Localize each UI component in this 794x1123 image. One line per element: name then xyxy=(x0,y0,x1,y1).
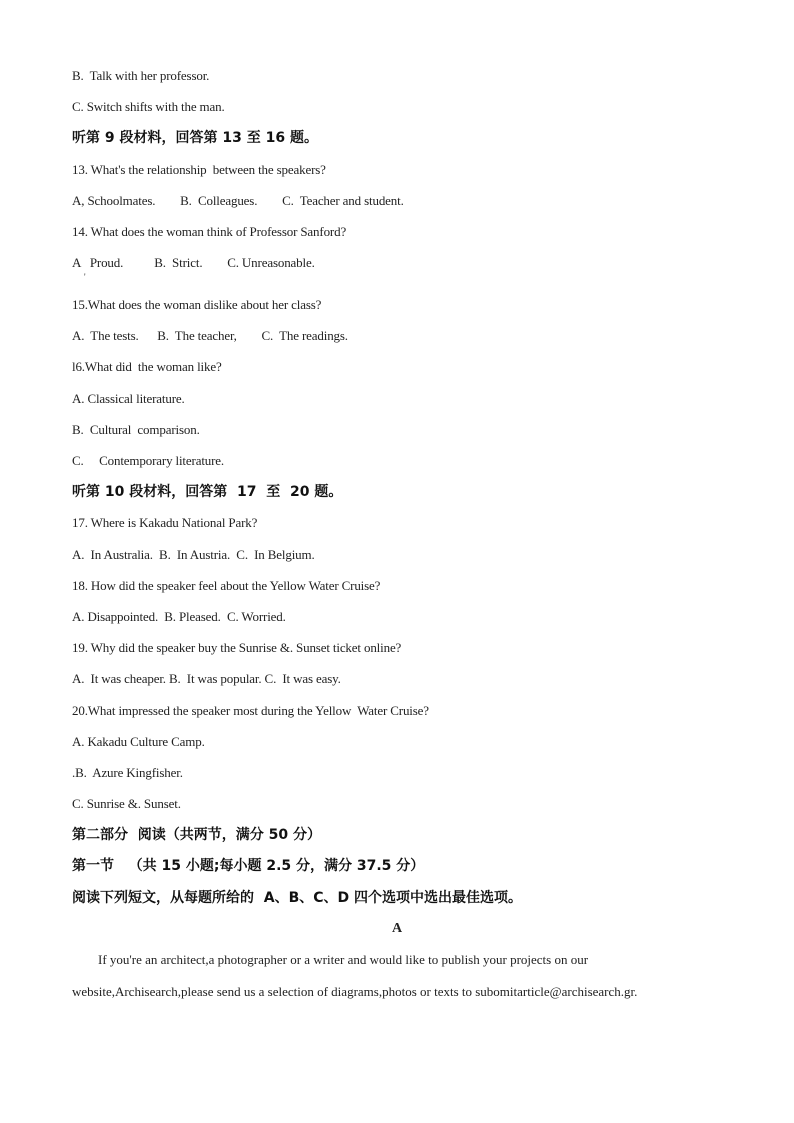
option-b-talk-professor: B. Talk with her professor. xyxy=(72,68,210,83)
options-19: A. It was cheaper. B. It was popular. C. It was easy. xyxy=(72,671,341,686)
question-17: 17. Where is Kakadu National Park? xyxy=(72,515,258,530)
option-20-a: A. Kakadu Culture Camp. xyxy=(72,734,205,749)
question-15: 15.What does the woman dislike about her class? xyxy=(72,297,322,312)
option-c-switch-shifts: C. Switch shifts with the man. xyxy=(72,99,225,114)
question-19: 19. Why did the speaker buy the Sunrise &. Sunset ticket online? xyxy=(72,640,402,655)
options-14: A Proud. B. Strict. C. Unreasonable. xyxy=(72,255,315,270)
section-heading-part9: 听第 9 段材料，回答第 13 至 16 题。 xyxy=(72,130,318,146)
option-16-b: B. Cultural comparison. xyxy=(72,422,200,437)
passage-label: A xyxy=(391,921,403,936)
question-14: 14. What does the woman think of Professor Sanford? xyxy=(72,224,347,239)
option-20-c: C. Sunrise &. Sunset. xyxy=(72,796,181,811)
option-20-b: .B. Azure Kingfisher. xyxy=(72,765,183,780)
option-16-c: C. Contemporary literature. xyxy=(72,453,225,468)
section-heading-part10: 听第 10 段材料，回答第 17 至 20 题。 xyxy=(72,484,343,500)
reading-instruction: 阅读下列短文，从每题所给的 A、B、C、D 四个选项中选出最佳选项。 xyxy=(72,890,523,906)
stray-mark: ' xyxy=(84,272,86,282)
passage-line-1: If you're an architect,a photographer or a writer and would like to publish your projects on our xyxy=(72,952,589,967)
options-18: A. Disappointed. B. Pleased. C. Worried. xyxy=(72,609,286,624)
question-16: l6.What did the woman like? xyxy=(72,359,222,374)
question-13: 13. What's the relationship between the speakers? xyxy=(72,162,326,177)
passage-line-2: website,Archisearch,please send us a selection of diagrams,photos or texts to subomitarticle@archisearch.gr. xyxy=(72,984,638,999)
options-15: A. The tests. B. The teacher, C. The readings. xyxy=(72,328,348,343)
options-17: A. In Australia. B. In Austria. C. In Belgium. xyxy=(72,547,315,562)
subsection-title: 第一节 （共 15 小题;每小题 2.5 分，满分 37.5 分） xyxy=(72,858,425,874)
question-18: 18. How did the speaker feel about the Yellow Water Cruise? xyxy=(72,578,381,593)
section-title-reading: 第二部分 阅读（共两节，满分 50 分） xyxy=(72,827,321,843)
options-13: A, Schoolmates. B. Colleagues. C. Teacher and student. xyxy=(72,193,404,208)
question-20: 20.What impressed the speaker most during the Yellow Water Cruise? xyxy=(72,703,429,718)
option-16-a: A. Classical literature. xyxy=(72,391,185,406)
